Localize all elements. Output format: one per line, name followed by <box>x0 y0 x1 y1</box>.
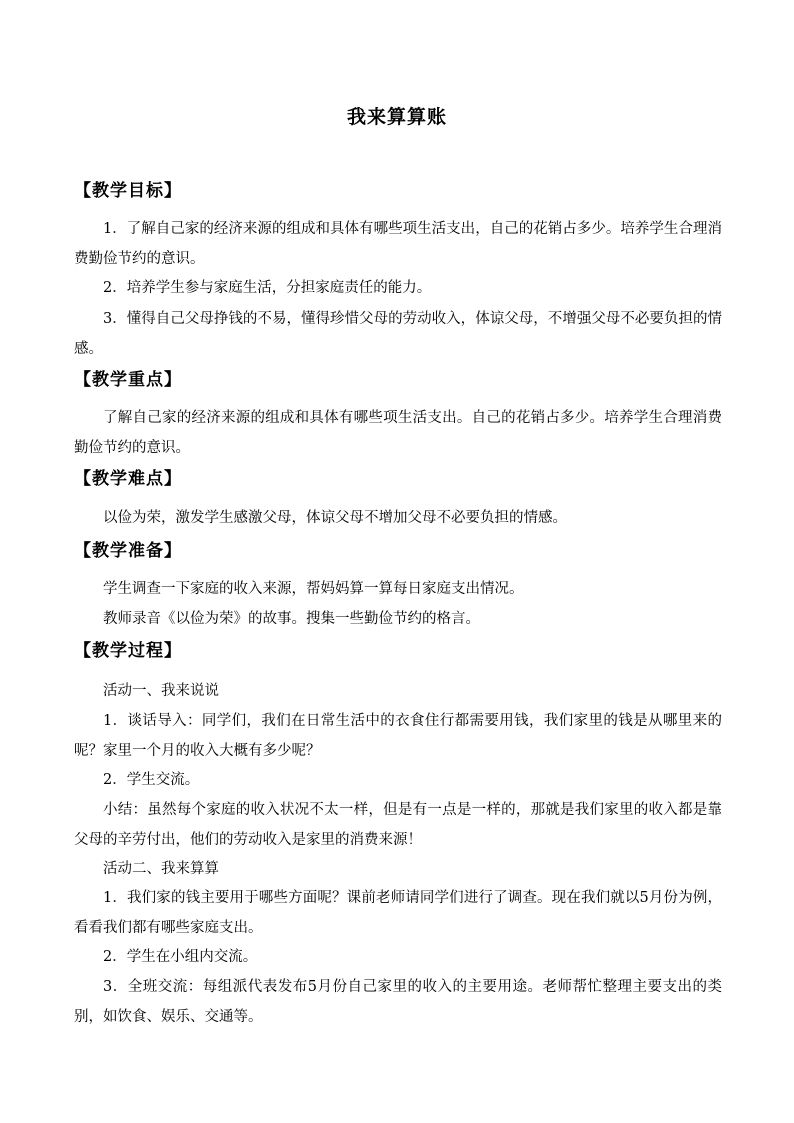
process-item-1: 1．谈话导入：同学们，我们在日常生活中的衣食住行都需要用钱，我们家里的钱是从哪里来的呢？家里一个月的收入大概有多少呢？ <box>74 713 722 759</box>
process-activity-2-title: 活动二、我来算算 <box>103 861 219 877</box>
process-activity-1-title: 活动一、我来说说 <box>103 683 219 699</box>
preparation-item-2: 教师录音《以俭为荣》的故事。搜集一些勤俭节约的格言。 <box>103 611 480 627</box>
process-item-2: 2．学生交流。 <box>103 772 200 788</box>
section-heading-process: 【教学过程】 <box>74 641 182 661</box>
goal-item-1: 1．了解自己家的经济来源的组成和具体有哪些项生活支出，自己的花销占多少。培养学生合理消费勤俭节约的意识。 <box>74 221 722 267</box>
section-heading-key-points: 【教学重点】 <box>74 370 182 390</box>
goal-item-2: 2．培养学生参与家庭生活，分担家庭责任的能力。 <box>103 280 432 296</box>
document-title: 我来算算账 <box>346 106 447 128</box>
goal-item-3: 3．懂得自己父母挣钱的不易，懂得珍惜父母的劳动收入，体谅父母，不增强父母不必要负担的情感。 <box>74 311 722 357</box>
key-point-item-1: 了解自己家的经济来源的组成和具体有哪些项生活支出。自己的花销占多少。培养学生合理消费勤俭节约的意识。 <box>74 410 722 456</box>
preparation-item-1: 学生调查一下家庭的收入来源，帮妈妈算一算每日家庭支出情况。 <box>103 581 524 597</box>
section-heading-goals: 【教学目标】 <box>74 181 182 201</box>
process-summary: 小结：虽然每个家庭的收入状况不太一样，但是有一点是一样的，那就是我们家里的收入都是靠父母的辛劳付出，他们的劳动收入是家里的消费来源！ <box>74 802 722 848</box>
process-item-4: 2．学生在小组内交流。 <box>103 949 258 965</box>
section-heading-preparation: 【教学准备】 <box>74 541 182 561</box>
difficulty-item-1: 以俭为荣，激发学生感激父母，体谅父母不增加父母不必要负担的情感。 <box>103 510 567 526</box>
process-item-3: 1．我们家的钱主要用于哪些方面呢？课前老师请同学们进行了调查。现在我们就以5月份为例，看看我们都有哪些家庭支出。 <box>74 890 722 936</box>
process-item-5: 3．全班交流：每组派代表发布5月份自己家里的收入的主要用途。老师帮忙整理主要支出的类别，如饮食、娱乐、交通等。 <box>74 979 722 1025</box>
section-heading-difficulties: 【教学难点】 <box>74 469 182 489</box>
